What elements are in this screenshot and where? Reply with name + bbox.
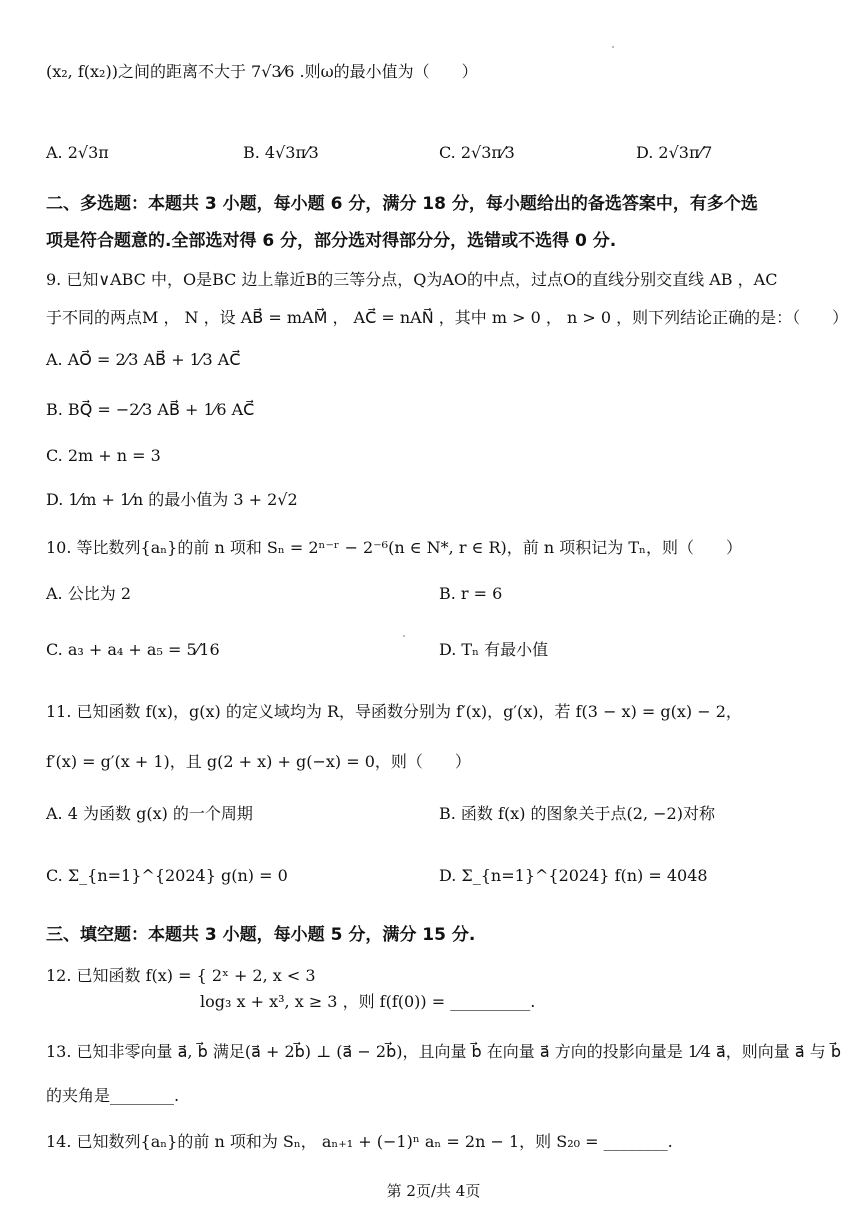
section-2-heading-cont: 项是符合题意的.全部选对得 6 分，部分选对得部分分，选错或不选得 0 分. [46, 231, 617, 251]
q12-stem-line1: 12. 已知函数 f(x) = { 2ˣ + 2, x < 3 [46, 966, 316, 985]
q11-option-b: B. 函数 f(x) 的图象关于点(2, −2)对称 [439, 804, 715, 823]
q11-stem-line2: f′(x) = g′(x + 1)，且 g(2 + x) + g(−x) = 0，则（ ） [46, 752, 471, 771]
q8-continuation: (x₂, f(x₂))之间的距离不大于 7√3⁄6 .则ω的最小值为（ ） [46, 62, 478, 81]
q8-option-c: C. 2√3π⁄3 [439, 143, 515, 162]
q8-option-a: A. 2√3π [46, 143, 109, 162]
q13-stem-line2: 的夹角是________. [46, 1086, 180, 1105]
q9-option-d: D. 1⁄m + 1⁄n 的最小值为 3 + 2√2 [46, 490, 298, 509]
q9-stem-line2: 于不同的两点M ， N ，设 AB⃗ = mAM⃗ ， AC⃗ = nAN⃗ ，其中 m > 0 ， n > 0 ，则下列结论正确的是：（ ） [46, 308, 849, 327]
q10-stem: 10. 等比数列{aₙ}的前 n 项和 Sₙ = 2ⁿ⁻ʳ − 2⁻⁶(n ∈ N*, r ∈ R)，前 n 项积记为 Tₙ，则（ ） [46, 538, 742, 557]
q13-stem-line1: 13. 已知非零向量 a⃗, b⃗ 满足(a⃗ + 2b⃗) ⊥ (a⃗ − 2b⃗)，且向量 b⃗ 在向量 a⃗ 方向的投影向量是 1⁄4 a⃗，则向量 a⃗ 与 b⃗ [46, 1042, 841, 1061]
q9-option-c: C. 2m + n = 3 [46, 446, 161, 465]
q10-option-d: D. Tₙ 有最小值 [439, 640, 549, 659]
q10-option-c: C. a₃ + a₄ + a₅ = 5⁄16 [46, 640, 220, 659]
q9-option-b: B. BQ⃗ = −2⁄3 AB⃗ + 1⁄6 AC⃗ [46, 400, 255, 419]
section-2-heading: 二、多选题：本题共 3 小题，每小题 6 分，满分 18 分，每小题给出的备选答案中，有多个选 [46, 194, 758, 214]
q14-stem: 14. 已知数列{aₙ}的前 n 项和为 Sₙ， aₙ₊₁ + (−1)ⁿ aₙ = 2n − 1，则 S₂₀ = ________. [46, 1132, 673, 1151]
scan-dot [403, 635, 405, 637]
q9-stem-line1: 9. 已知∨ABC 中，O是BC 边上靠近B的三等分点，Q为AO的中点，过点O的直线分别交直线 AB ，AC [46, 270, 778, 289]
scan-dot [612, 46, 614, 48]
q11-stem-line1: 11. 已知函数 f(x)，g(x) 的定义域均为 R，导函数分别为 f′(x)，g′(x)，若 f(3 − x) = g(x) − 2， [46, 702, 742, 721]
q10-option-b: B. r = 6 [439, 584, 503, 603]
q10-option-a: A. 公比为 2 [46, 584, 131, 603]
q9-option-a: A. AO⃗ = 2⁄3 AB⃗ + 1⁄3 AC⃗ [46, 350, 241, 369]
q11-option-d: D. Σ_{n=1}^{2024} f(n) = 4048 [439, 866, 708, 885]
section-3-heading: 三、填空题：本题共 3 小题，每小题 5 分，满分 15 分. [46, 925, 476, 945]
q8-option-d: D. 2√3π⁄7 [636, 143, 713, 162]
q11-option-a: A. 4 为函数 g(x) 的一个周期 [46, 804, 253, 823]
q8-option-b: B. 4√3π⁄3 [243, 143, 319, 162]
q11-option-c: C. Σ_{n=1}^{2024} g(n) = 0 [46, 866, 288, 885]
page-footer: 第 2页/共 4页 [386, 1182, 481, 1200]
q12-stem-line2: log₃ x + x³, x ≥ 3 ，则 f(f(0)) = __________. [200, 992, 536, 1011]
